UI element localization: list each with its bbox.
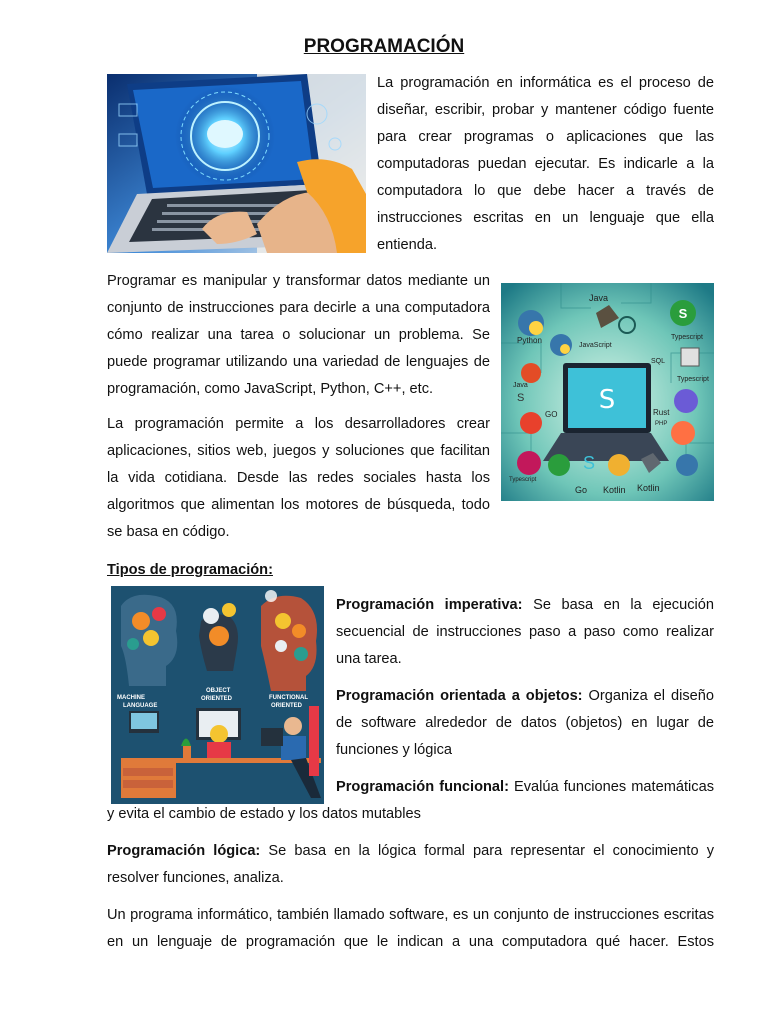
kotlin-label: Kotlin — [603, 485, 626, 495]
php-label: PHP — [655, 421, 668, 427]
java-label: Java — [589, 293, 609, 303]
type-logica — [107, 838, 714, 892]
typescript2-label: Typescript — [677, 376, 709, 383]
type-objetos — [336, 683, 714, 764]
sql-label: SQL — [651, 358, 666, 365]
paradigms-illustration-image — [111, 586, 324, 804]
paragraph-software: Un programa informático, también llamado software, es un conjunto de instrucciones escritas en un lenguaje de programación que le indican a una computadora qué hacer. Estos — [107, 907, 714, 950]
python-label: Python — [517, 336, 542, 345]
languages-collage-image — [501, 283, 714, 501]
type-imperativa-desc: Se basa en la ejecución secuencial de instrucciones paso a paso como realizar una tarea. — [336, 597, 714, 667]
types-heading: Tipos de programación: — [107, 562, 273, 578]
rust-label: Rust — [653, 408, 670, 417]
object-label: OBJECT — [206, 688, 231, 694]
java2-label: Java — [513, 382, 528, 389]
s-script-label: S — [517, 392, 525, 404]
type-logica-desc: Se basa en la lógica formal para representar el conocimiento y resolver funciones, analiza. — [107, 843, 714, 886]
laptop-brain-image — [107, 74, 366, 253]
go-label: GO — [545, 410, 558, 419]
functional-label: FUNCTIONAL — [269, 695, 308, 701]
type-imperativa — [336, 592, 714, 673]
type-funcional-desc: Evalúa funciones matemáticas y evita el cambio de estado y los datos mutables — [107, 779, 715, 822]
type-funcional — [107, 774, 714, 828]
kotlin2-label: Kotlin — [637, 483, 660, 493]
typescript-label: Typescript — [671, 334, 703, 341]
type-objetos-desc: Organiza el diseño de software alrededor de datos (objetos) en lugar de funciones y lógica — [336, 688, 714, 758]
language-label: LANGUAGE — [123, 703, 158, 709]
machine-label: MACHINE — [117, 695, 145, 701]
intro-paragraph: La programación en informática es el proceso de diseñar, escribir, probar y mantener código fuente para crear programas o aplicaciones que las computadoras puedan ejecutar. Es indicarle a la computadora lo que debe hacer a través de instrucciones escritas en un lenguaje que ella entienda. — [377, 75, 714, 253]
go2-label: Go — [575, 485, 588, 495]
paragraph-desarrolladores: La programación permite a los desarrolladores crear aplicaciones, sitios web, juegos y soluciones que facilitan la vida cotidiana. Desde las redes sociales hasta los algoritmos que alimentan los motores de búsqueda, todo se basa en código. — [107, 416, 490, 540]
page-title: PROGRAMACIÓN — [303, 36, 465, 57]
s-logo-label: S — [678, 306, 688, 321]
type-imperativa-term: Programación imperativa: — [336, 597, 523, 613]
oriented-label: ORIENTED — [201, 696, 233, 702]
paragraph-lenguajes: Programar es manipular y transformar datos mediante un conjunto de instrucciones para decirle a una computadora cómo realizar una tarea o solucionar un problema. Se puede programar utilizando una variedad de lenguajes de programación, como JavaScript, Python, C++, etc. — [107, 273, 490, 397]
typescript3-label: Typescript — [509, 477, 537, 483]
type-funcional-term: Programación funcional: — [336, 779, 509, 795]
oriented2-label: ORIENTED — [271, 703, 303, 709]
javascript-label: JavaScript — [579, 342, 612, 349]
screen-s-label: S — [598, 385, 616, 415]
type-objetos-term: Programación orientada a objetos: — [336, 688, 583, 704]
type-logica-term: Programación lógica: — [107, 843, 261, 859]
s-big-label: S — [583, 453, 596, 473]
